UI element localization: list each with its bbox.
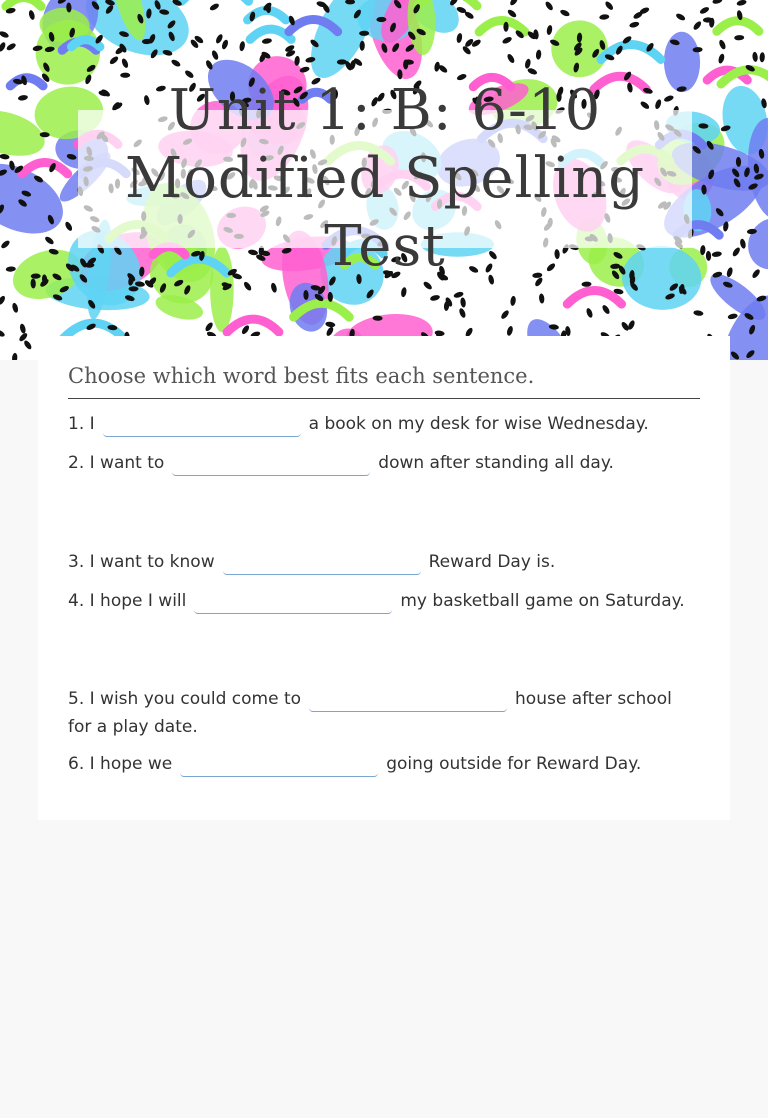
pattern-dot — [215, 33, 224, 44]
pattern-squiggle — [227, 319, 279, 332]
pattern-dot — [726, 267, 734, 278]
pattern-dot — [544, 0, 554, 11]
pattern-dot — [429, 294, 440, 302]
pattern-dot — [262, 38, 273, 45]
pattern-dot — [11, 302, 19, 313]
pattern-squiggle — [567, 291, 621, 305]
instructions: Choose which word best fits each sentence. — [68, 364, 700, 399]
pattern-dot — [751, 268, 761, 279]
pattern-dot — [731, 246, 741, 257]
question-text-before: 6. I hope we — [68, 754, 173, 774]
question-3 — [68, 548, 700, 576]
pattern-dot — [629, 21, 640, 29]
pattern-dot — [211, 49, 220, 60]
answer-blank[interactable] — [172, 451, 370, 476]
pattern-squiggle — [181, 0, 248, 1]
pattern-squiggle — [717, 21, 759, 32]
pattern-dot — [585, 307, 593, 318]
answer-blank[interactable] — [223, 550, 421, 575]
question-text-after: house after school for a play date. — [68, 689, 672, 737]
pattern-dot — [727, 313, 738, 320]
question-text-after: going outside for Reward Day. — [386, 754, 642, 774]
pattern-dot — [108, 55, 119, 65]
pattern-dot — [539, 293, 545, 303]
answer-blank[interactable] — [103, 412, 301, 437]
pattern-dot — [325, 321, 336, 328]
pattern-dot — [400, 287, 407, 298]
question-text-after: down after standing all day. — [378, 453, 614, 473]
pattern-dot — [675, 12, 686, 22]
pattern-dot — [44, 235, 55, 245]
pattern-dot — [693, 310, 704, 317]
pattern-dot — [752, 52, 758, 63]
pattern-dot — [510, 296, 517, 307]
pattern-dot — [706, 251, 712, 261]
pattern-dot — [734, 35, 744, 41]
answer-blank[interactable] — [309, 687, 507, 712]
pattern-dot — [270, 282, 278, 293]
pattern-dot — [501, 36, 512, 45]
pattern-dot — [243, 281, 253, 292]
pattern-dot — [0, 239, 11, 249]
pattern-dot — [456, 33, 463, 44]
pattern-dot — [711, 251, 722, 258]
pattern-dot — [18, 94, 29, 101]
pattern-dot — [403, 60, 408, 70]
pattern-dot — [559, 9, 570, 18]
pattern-dot — [527, 67, 538, 76]
pattern-dot — [604, 0, 614, 11]
pattern-dot — [712, 0, 723, 5]
pattern-dot — [717, 53, 725, 64]
pattern-dot — [204, 321, 214, 332]
header-banner — [0, 0, 768, 360]
pattern-dot — [500, 309, 510, 320]
question-text-before: 3. I want to know — [68, 552, 215, 572]
question-6 — [68, 750, 700, 778]
pattern-dot — [581, 281, 591, 287]
answer-blank[interactable] — [180, 752, 378, 777]
pattern-dot — [170, 58, 181, 68]
pattern-dot — [0, 30, 10, 39]
title-box — [78, 78, 692, 279]
question-1 — [68, 410, 700, 438]
pattern-dot — [524, 58, 531, 69]
question-text-before: 1. I — [68, 414, 95, 434]
pattern-dot — [692, 20, 702, 31]
question-text-before: 2. I want to — [68, 453, 165, 473]
pattern-dot — [422, 280, 433, 290]
pattern-squiggle — [479, 21, 525, 32]
pattern-dot — [19, 323, 26, 334]
pattern-squiggle — [6, 0, 41, 6]
pattern-dot — [546, 25, 553, 36]
pattern-dot — [0, 295, 6, 306]
pattern-dot — [699, 6, 710, 15]
pattern-dot — [6, 42, 17, 52]
answer-blank[interactable] — [194, 589, 392, 614]
question-text-after: my basketball game on Saturday. — [400, 591, 685, 611]
pattern-dot — [601, 304, 611, 315]
question-text-before: 5. I wish you could come to — [68, 689, 302, 709]
pattern-dot — [506, 325, 514, 336]
pattern-dot — [739, 238, 746, 249]
question-card — [38, 336, 730, 820]
pattern-squiggle — [289, 20, 338, 32]
pattern-dot — [736, 0, 747, 7]
pattern-dot — [129, 286, 139, 291]
pattern-squiggle — [22, 162, 68, 173]
pattern-dot — [535, 49, 541, 59]
question-text-before: 4. I hope I will — [68, 591, 187, 611]
pattern-dot — [6, 266, 16, 272]
pattern-dot — [239, 41, 246, 52]
pattern-dot — [458, 307, 467, 318]
question-text-after: Reward Day is. — [428, 552, 556, 572]
pattern-dot — [460, 297, 467, 308]
pattern-dot — [599, 14, 610, 20]
pattern-dot — [434, 61, 441, 72]
pattern-dot — [28, 9, 36, 20]
pattern-dot — [509, 0, 519, 7]
question-5 — [68, 685, 700, 741]
page-title: Unit 1: B: 6-10 Modified Spelling Test — [124, 78, 646, 279]
pattern-dot — [209, 2, 220, 11]
pattern-dot — [12, 353, 18, 360]
pattern-dot — [718, 39, 727, 50]
pattern-dot — [0, 329, 6, 338]
pattern-dot — [506, 53, 516, 64]
question-2 — [68, 449, 700, 477]
question-text-after: a book on my desk for wise Wednesday. — [308, 414, 649, 434]
pattern-dot — [0, 41, 7, 52]
question-4 — [68, 587, 700, 615]
pattern-dot — [759, 52, 765, 62]
pattern-dot — [221, 39, 229, 50]
pattern-dot — [64, 221, 74, 232]
pattern-dot — [23, 339, 33, 350]
pattern-dot — [121, 58, 130, 69]
